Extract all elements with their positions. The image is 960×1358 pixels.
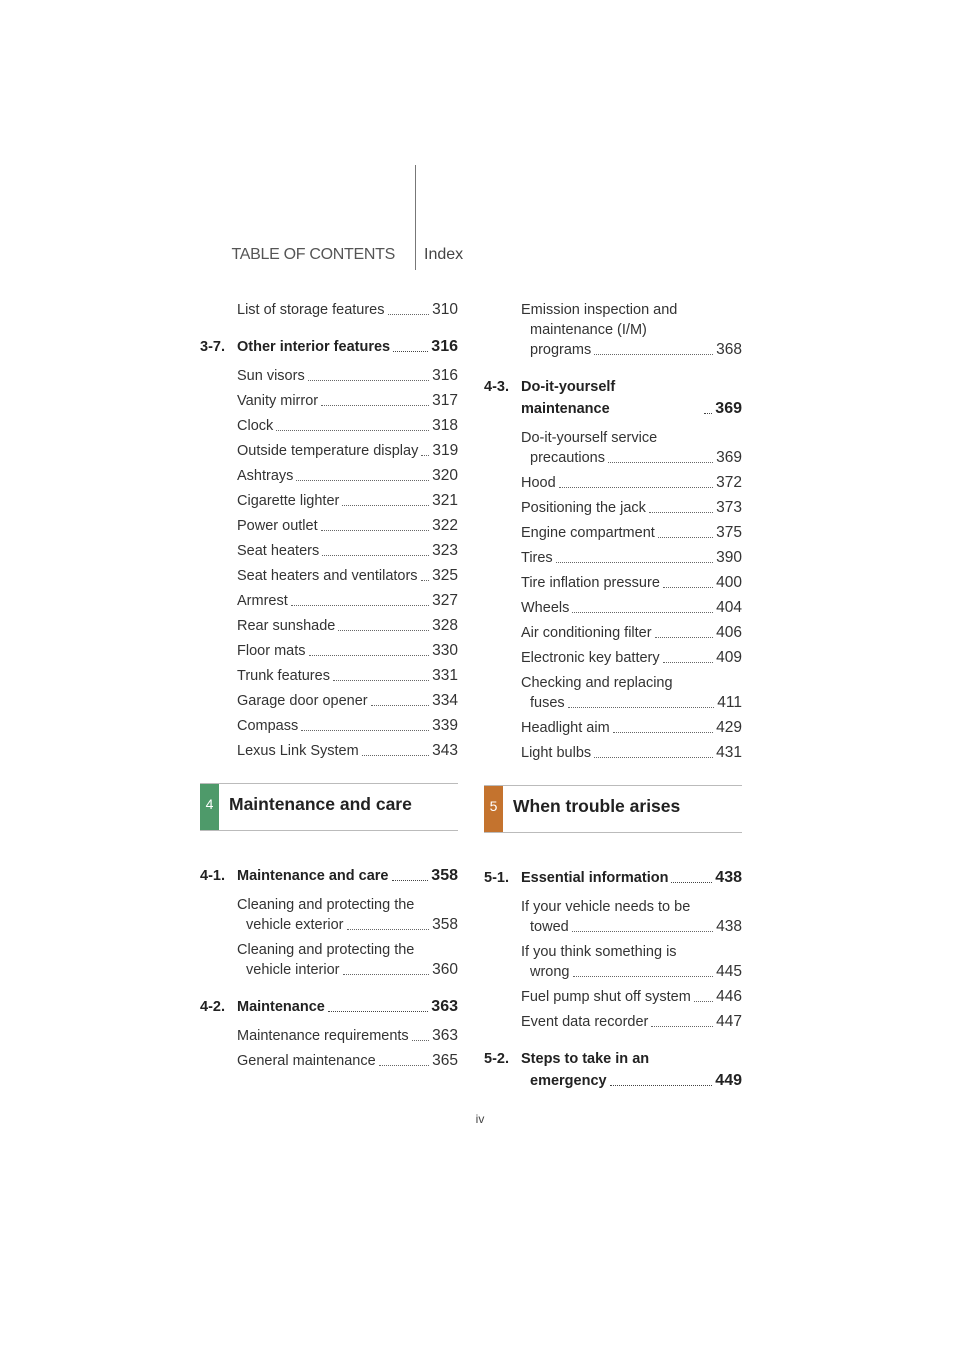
entry-page: 411: [717, 694, 742, 711]
entry-title-cont: fuses: [530, 695, 565, 711]
toc-entry[interactable]: [200, 641, 458, 661]
toc-entry[interactable]: [200, 516, 458, 536]
entry-title: General maintenance: [237, 1053, 376, 1069]
entry-page: 327: [432, 592, 458, 609]
chapter-tab: 4: [200, 784, 219, 830]
section-number: 3-7.: [200, 339, 225, 355]
toc-entry[interactable]: [484, 300, 742, 360]
entry-title-cont: precautions: [530, 450, 605, 466]
entry-page: 343: [432, 742, 458, 759]
nav-divider: [415, 165, 416, 270]
toc-entry[interactable]: [484, 942, 742, 982]
entry-page: 365: [432, 1052, 458, 1069]
entry-page: 375: [716, 524, 742, 541]
section-title: Maintenance and care: [237, 868, 389, 884]
toc-entry[interactable]: [484, 623, 742, 643]
entry-title: Seat heaters: [237, 543, 320, 559]
section-page: 369: [715, 400, 742, 417]
toc-entry[interactable]: [200, 391, 458, 411]
section-page: 358: [431, 867, 458, 884]
entry-page: 339: [432, 717, 458, 734]
entry-page: 318: [432, 417, 458, 434]
entry-title: Ashtrays: [237, 468, 294, 484]
section-page: 438: [715, 869, 742, 886]
entry-title: Floor mats: [237, 643, 306, 659]
table-of-contents-link[interactable]: TABLE OF CONTENTS: [231, 246, 395, 263]
section-3-7[interactable]: [200, 336, 458, 358]
chapter-title: When trouble arises: [513, 796, 681, 816]
entry-title: List of storage features: [237, 302, 385, 318]
entry-page: 446: [716, 988, 742, 1005]
toc-entry[interactable]: [200, 1026, 458, 1046]
toc-entry[interactable]: [484, 1012, 742, 1032]
entry-title: Armrest: [237, 593, 288, 609]
toc-entry[interactable]: [200, 441, 458, 461]
chapter-tab: 5: [484, 786, 503, 832]
toc-entry[interactable]: [484, 498, 742, 518]
toc-entry[interactable]: [484, 987, 742, 1007]
entry-title: Headlight aim: [521, 720, 610, 736]
entry-title: Garage door opener: [237, 693, 368, 709]
section-4-1[interactable]: [200, 865, 458, 887]
section-number: 5-2.: [484, 1051, 509, 1067]
entry-title-cont: programs: [530, 342, 592, 358]
entry-title: If your vehicle needs to be: [521, 899, 691, 915]
chapter-4-header[interactable]: [200, 783, 458, 831]
left-column: [200, 300, 458, 1076]
entry-title: Checking and replacing: [521, 675, 673, 691]
toc-entry[interactable]: [200, 416, 458, 436]
page-number: iv: [475, 1112, 485, 1126]
section-title: Steps to take in an: [521, 1051, 650, 1067]
section-page: 363: [431, 998, 458, 1015]
entry-title: Cleaning and protecting the: [237, 942, 415, 958]
section-title: Other interior features: [237, 339, 391, 355]
toc-entry[interactable]: [200, 741, 458, 761]
entry-title: Event data recorder: [521, 1014, 649, 1030]
toc-entry[interactable]: [484, 673, 742, 713]
entry-page: 438: [716, 918, 742, 935]
entry-page: 322: [432, 517, 458, 534]
entry-title-cont: vehicle exterior: [246, 917, 344, 933]
toc-entry[interactable]: [200, 491, 458, 511]
entry-title: Clock: [237, 418, 274, 434]
section-page: 449: [715, 1072, 742, 1089]
entry-title: Positioning the jack: [521, 500, 646, 516]
entry-title: Electronic key battery: [521, 650, 660, 666]
entry-title: Cleaning and protecting the: [237, 897, 415, 913]
toc-entry[interactable]: [484, 718, 742, 738]
entry-page: 369: [716, 449, 742, 466]
toc-entry[interactable]: [200, 300, 458, 320]
entry-page: 447: [716, 1013, 742, 1030]
entry-title: Tire inflation pressure: [521, 575, 660, 591]
entry-title: Maintenance requirements: [237, 1028, 409, 1044]
entry-page: 431: [716, 744, 742, 761]
toc-entry[interactable]: [200, 691, 458, 711]
entry-page: 358: [432, 916, 458, 933]
section-title: Do-it-yourself maintenance: [521, 379, 616, 417]
section-5-2[interactable]: [484, 1048, 742, 1092]
entry-page: 363: [432, 1027, 458, 1044]
entry-title: Seat heaters and ventilators: [237, 568, 418, 584]
entry-page: 319: [432, 442, 459, 459]
toc-entry[interactable]: [200, 466, 458, 486]
chapter-5-header[interactable]: [484, 785, 742, 833]
entry-page: 334: [432, 692, 458, 709]
entry-title: Trunk features: [237, 668, 330, 684]
section-number: 4-2.: [200, 999, 225, 1015]
toc-entry[interactable]: [484, 573, 742, 593]
entry-page: 390: [716, 549, 742, 566]
entry-title: Outside temperature display: [237, 443, 419, 459]
section-number: 4-1.: [200, 868, 225, 884]
entry-title-cont: towed: [530, 919, 569, 935]
right-column: [484, 300, 742, 1100]
toc-entry[interactable]: [200, 666, 458, 686]
index-link[interactable]: Index: [424, 246, 464, 263]
entry-page: 310: [432, 301, 458, 318]
top-navigation: [0, 0, 960, 280]
section-number: 5-1.: [484, 870, 509, 886]
toc-entry[interactable]: [200, 1051, 458, 1071]
entry-page: 400: [716, 574, 742, 591]
section-title: Maintenance: [237, 999, 325, 1015]
entry-title: Sun visors: [237, 368, 305, 384]
section-number: 4-3.: [484, 379, 509, 395]
section-4-2[interactable]: [200, 996, 458, 1018]
entry-page: 373: [716, 499, 742, 516]
entry-page: 330: [432, 642, 458, 659]
section-title: Essential information: [521, 870, 669, 886]
toc-entry[interactable]: [484, 548, 742, 568]
entry-page: 323: [432, 542, 458, 559]
section-4-3[interactable]: [484, 376, 742, 420]
entry-page: 331: [432, 667, 458, 684]
entry-page: 409: [716, 649, 742, 666]
toc-entry[interactable]: [200, 716, 458, 736]
toc-entry[interactable]: [200, 541, 458, 561]
entry-title: Emission inspection and: [521, 302, 678, 318]
entry-title: Vanity mirror: [237, 393, 319, 409]
toc-entry[interactable]: [200, 616, 458, 636]
entry-title: Tires: [521, 550, 553, 566]
toc-entry[interactable]: [200, 566, 458, 586]
entry-title: Rear sunshade: [237, 618, 336, 634]
entry-title: If you think something is: [521, 944, 677, 960]
entry-page: 372: [716, 474, 742, 491]
entry-title: Air conditioning filter: [521, 625, 652, 641]
toc-entry[interactable]: [200, 940, 458, 980]
toc-entry[interactable]: [484, 743, 742, 763]
entry-page: 317: [432, 392, 458, 409]
entry-title: Cigarette lighter: [237, 493, 340, 509]
entry-page: 445: [716, 963, 742, 980]
entry-page: 368: [716, 341, 742, 358]
section-page: 316: [431, 338, 458, 355]
toc-entry[interactable]: [200, 895, 458, 935]
entry-page: 325: [432, 567, 458, 584]
entry-page: 328: [432, 617, 458, 634]
toc-entry[interactable]: [200, 591, 458, 611]
toc-entry[interactable]: [484, 523, 742, 543]
entry-page: 316: [432, 367, 458, 384]
toc-entry[interactable]: [484, 897, 742, 937]
entry-title: Power outlet: [237, 518, 318, 534]
entry-title: Compass: [237, 718, 299, 734]
chapter-title: Maintenance and care: [229, 794, 412, 814]
entry-title: Light bulbs: [521, 745, 592, 761]
entry-page: 429: [716, 719, 742, 736]
toc-entry[interactable]: [484, 473, 742, 493]
toc-entry[interactable]: [484, 648, 742, 668]
entry-page: 360: [432, 961, 458, 978]
entry-title: Do-it-yourself service: [521, 430, 658, 446]
section-title-cont: emergency: [530, 1073, 607, 1089]
entry-page: 404: [716, 599, 742, 616]
entry-page: 320: [432, 467, 458, 484]
entry-title: Lexus Link System: [237, 743, 359, 759]
toc-entry[interactable]: [484, 428, 742, 468]
entry-title: Hood: [521, 475, 556, 491]
entry-title: Engine compartment: [521, 525, 655, 541]
entry-title: Wheels: [521, 600, 570, 616]
entry-page: 321: [432, 492, 458, 509]
entry-title-cont: maintenance (I/M): [530, 322, 647, 338]
entry-title-cont: vehicle interior: [246, 962, 340, 978]
section-5-1[interactable]: [484, 867, 742, 889]
entry-title: Fuel pump shut off system: [521, 989, 691, 1005]
toc-entry[interactable]: [200, 366, 458, 386]
entry-page: 406: [716, 624, 742, 641]
entry-title-cont: wrong: [530, 964, 570, 980]
toc-entry[interactable]: [484, 598, 742, 618]
